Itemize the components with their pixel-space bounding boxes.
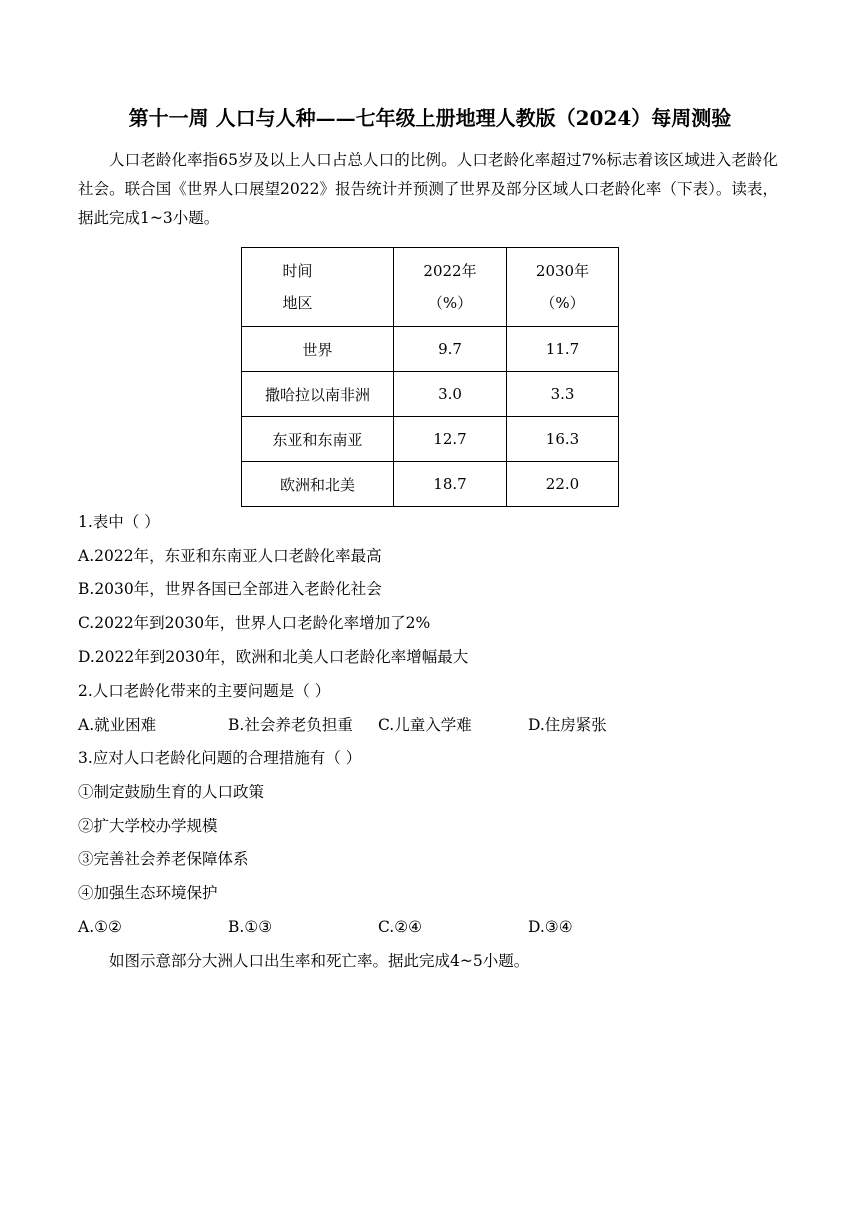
question-3-option-d: D.③④	[528, 918, 573, 936]
question-3-option-b: B.①③	[228, 918, 273, 936]
question-2-option-a: A.就业困难	[78, 716, 157, 734]
table-corner-cell	[242, 248, 394, 327]
question-2-option-c: C.儿童入学难	[378, 716, 472, 734]
value-2022-cell: 12.7	[394, 417, 507, 462]
column-year-label: 2022年	[423, 262, 477, 280]
table-row	[242, 462, 619, 507]
table-row	[242, 417, 619, 462]
column-year-label: 2030年	[535, 262, 590, 280]
table-header-row	[242, 248, 619, 327]
question-3-option-a: A.①②	[78, 918, 122, 936]
question-2-option-b: B.社会养老负担重	[228, 716, 353, 734]
question-1-option-d: D.2022年到2030年，欧洲和北美人口老龄化率增幅最大	[78, 648, 469, 666]
value-2022-cell: 9.7	[394, 327, 507, 372]
value-2030-cell: 16.3	[507, 417, 619, 462]
intro-paragraph: 人口老龄化率指65岁及以上人口占总人口的比例。人口老龄化率超过7%标志着该区域进入老龄化社会。联合国《世界人口展望2022》报告统计并预测了世界及部分区域人口老龄化率（下表）。读表，据此完成1~3小题。	[78, 151, 778, 227]
question-2-stem: 2.人口老龄化带来的主要问题是（ ）	[78, 682, 331, 700]
column-header-2022	[394, 248, 507, 327]
question-1-option-c: C.2022年到2030年，世界人口老龄化率增加了2%	[78, 614, 431, 632]
question-3-item: ②扩大学校办学规模	[78, 817, 218, 835]
region-cell: 东亚和东南亚	[242, 417, 394, 462]
question-3-item: ①制定鼓励生育的人口政策	[78, 783, 265, 801]
column-unit-label: （%）	[427, 294, 473, 312]
value-2022-cell: 18.7	[394, 462, 507, 507]
column-unit-label: （%）	[540, 294, 585, 312]
aging-rate-table	[241, 247, 619, 507]
intro-paragraph-2: 如图示意部分大洲人口出生率和死亡率。据此完成4~5小题。	[109, 952, 530, 970]
region-cell: 撒哈拉以南非洲	[242, 372, 394, 417]
corner-label-region: 地区	[282, 294, 313, 312]
value-2030-cell: 22.0	[507, 462, 619, 507]
page-title: 第十一周 人口与人种——七年级上册地理人教版（2024）每周测验	[128, 106, 732, 130]
question-1-stem: 1.表中（ ）	[78, 513, 160, 531]
question-3-item: ③完善社会养老保障体系	[78, 850, 249, 868]
table-row	[242, 327, 619, 372]
question-3-item: ④加强生态环境保护	[78, 884, 218, 902]
table-row	[242, 372, 619, 417]
corner-label-time: 时间	[282, 262, 313, 280]
column-header-2030	[507, 248, 619, 327]
region-cell: 世界	[242, 327, 394, 372]
value-2030-cell: 3.3	[507, 372, 619, 417]
question-3-stem: 3.应对人口老龄化问题的合理措施有（ ）	[78, 749, 362, 767]
region-cell: 欧洲和北美	[242, 462, 394, 507]
question-3-option-c: C.②④	[378, 918, 423, 936]
question-2-option-d: D.住房紧张	[528, 716, 607, 734]
value-2022-cell: 3.0	[394, 372, 507, 417]
value-2030-cell: 11.7	[507, 327, 619, 372]
question-1-option-b: B.2030年，世界各国已全部进入老龄化社会	[78, 580, 382, 598]
question-1-option-a: A.2022年，东亚和东南亚人口老龄化率最高	[78, 547, 382, 565]
